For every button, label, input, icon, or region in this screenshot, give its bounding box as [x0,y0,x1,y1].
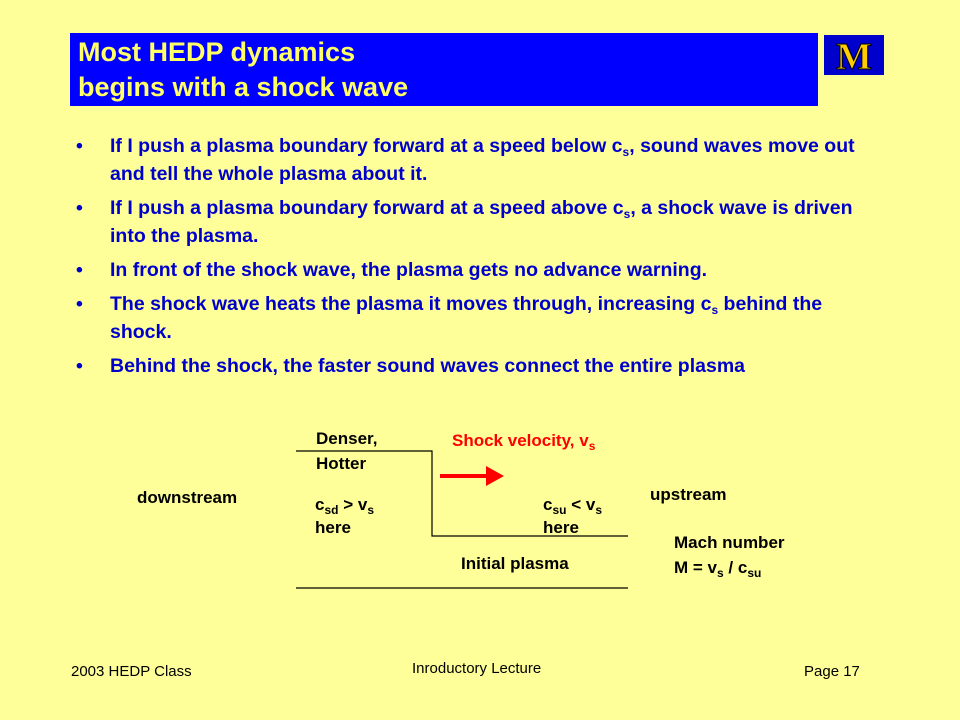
csu-condition: $c_{su} < v_s$ [543,495,603,517]
mach-number-equation: $M = v_s / c_{su}$ [674,558,762,580]
bullet-subscript: s [623,207,631,221]
bullet-text: In front of the shock wave, the plasma gets no advance warning. [110,259,708,281]
bullet-text: If I push a plasma boundary forward at a speed above c [110,197,624,219]
csd-here: here [315,518,351,537]
bullet-text-cont: , a shock wave is driven into the plasma. [110,197,853,247]
csu-here: here [543,518,579,537]
bullet-dot: • [76,197,83,219]
shock-arrow-head [486,466,504,486]
footer-page-number: Page 17 [804,663,860,680]
bullet-subscript: s [711,303,719,317]
mach-number-title: Mach number [674,533,785,552]
shock-velocity-label: Shock velocity, $v_s$ [452,431,596,453]
bullet-text-cont: , sound waves move out and tell the whole plasma about it. [110,135,855,185]
bullet-dot: • [76,135,83,157]
downstream-label: downstream [137,488,238,507]
bullet-text: Behind the shock, the faster sound waves connect the entire plasma [110,355,745,377]
csd-condition: $c_{sd} > v_s$ [315,495,375,517]
bullet-dot: • [76,293,83,315]
bullet-dot: • [76,355,83,377]
bullet-subscript: s [622,145,630,159]
upstream-label: upstream [650,485,727,504]
denser-label: Denser, [316,429,378,448]
footer-lecture: Inroductory Lecture [412,660,542,677]
bullet-text: If I push a plasma boundary forward at a speed below c [110,135,623,157]
bullet-text: The shock wave heats the plasma it moves through, increasing c [110,293,712,315]
slide-title-line-1: Most HEDP dynamics [78,37,356,67]
hotter-label: Hotter [316,454,367,473]
bullet-dot: • [76,259,83,281]
initial-plasma-label: Initial plasma [461,554,569,573]
bullet-text-cont: behind the shock. [110,293,823,343]
logo-letter: M [836,36,872,75]
slide-title-line-2: begins with a shock wave [78,72,409,102]
footer-course: 2003 HEDP Class [71,663,192,680]
